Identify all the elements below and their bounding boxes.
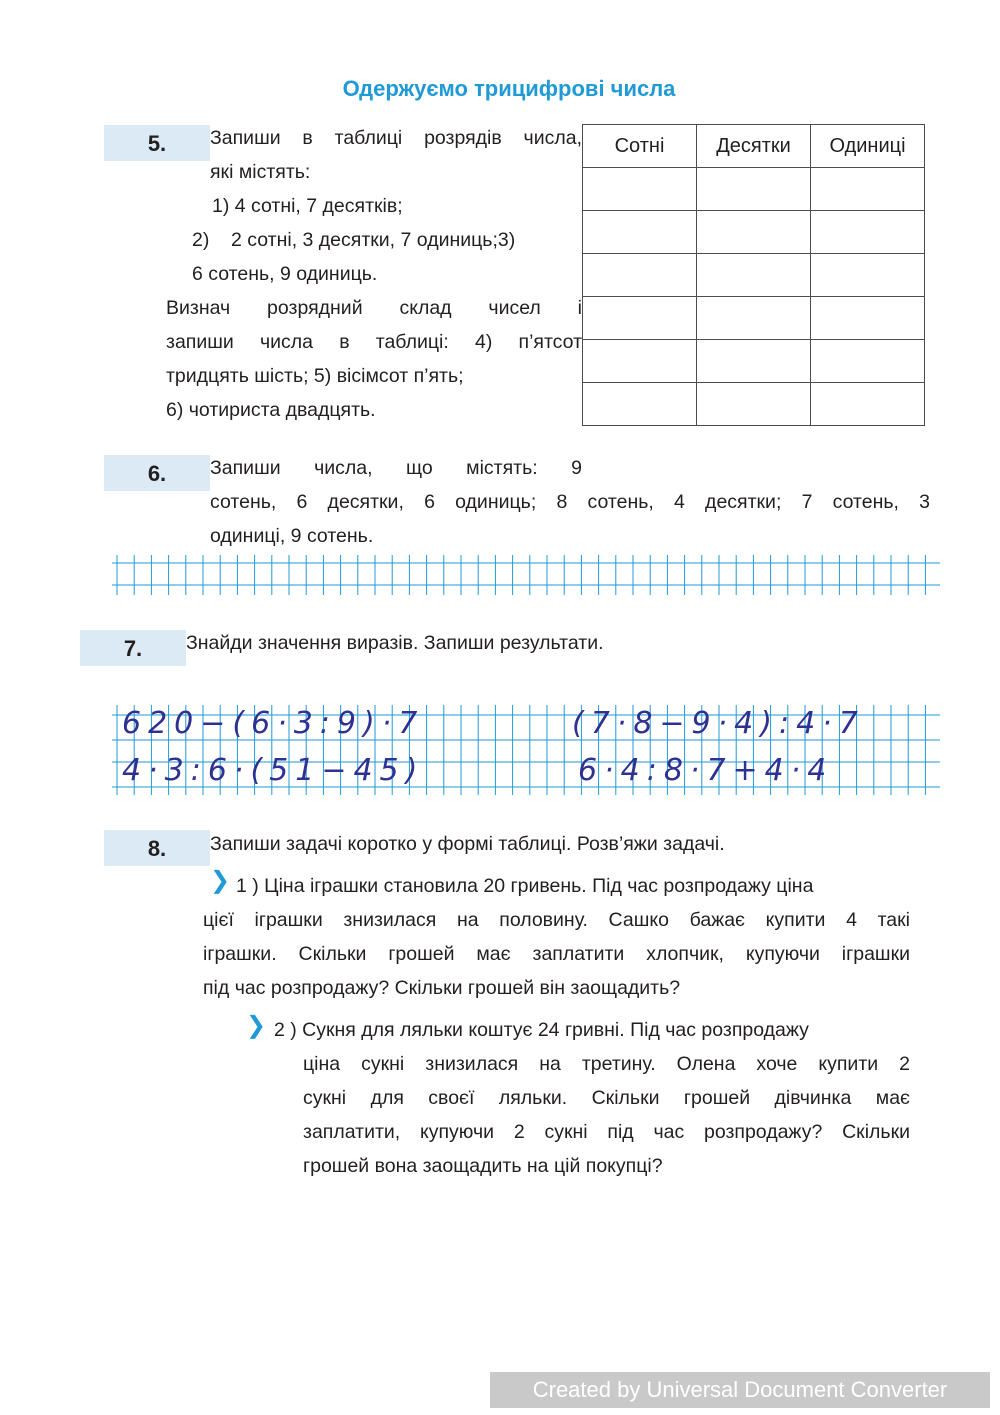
table-cell[interactable] [811,168,925,211]
table-cell[interactable] [583,383,697,426]
task8-p2-line1: 2 ) Сукня для ляльки коштує 24 гривні. Під час розпродажу [274,1019,809,1041]
header-tens: Десятки [697,125,811,168]
task8-p2-line2: ціна сукні знизилася на третину. Олена хоче купити 2 [303,1053,910,1075]
answer-grid-strip[interactable] [112,555,940,595]
expression-4: 6·4:8·7+4·4 [578,753,834,788]
task6-line3: одиниці, 9 сотень. [210,525,374,547]
table-cell[interactable] [583,254,697,297]
expression-3: 4·3:6·(51−45) [122,753,425,788]
task5-para1: Визнач розрядний склад чисел і [166,297,582,319]
header-hundreds: Сотні [583,125,697,168]
task8-p2-line5: грошей вона заощадить на цій покупці? [303,1155,663,1177]
task8-p1-line4: під час розпродажу? Скільки грошей він заощадить? [203,977,681,999]
table-cell[interactable] [697,297,811,340]
task5-para3: тридцять шість; 5) вісімсот п’ять; [166,365,464,387]
table-row [583,254,925,297]
task5-item1: 1) 4 сотні, 7 десятків; [212,195,403,217]
header-units: Одиниці [811,125,925,168]
task8-p1-line3: іграшки. Скільки грошей має заплатити хлопчик, купуючи іграшки [203,943,910,965]
task5-item3: 6 сотень, 9 одиниць. [192,263,378,285]
table-row [583,340,925,383]
task-number-6: 6. [104,455,210,491]
task5-item2: 2) 2 сотні, 3 десятки, 7 одиниць;3) [192,229,516,251]
table-cell[interactable] [697,168,811,211]
table-header-row [583,125,925,168]
task7-text: Знайди значення виразів. Запиши результати. [186,632,604,654]
table-cell[interactable] [583,297,697,340]
watermark: Created by Universal Document Converter [490,1372,990,1408]
task8-text: Запиши задачі коротко у формі таблиці. Розв’яжи задачі. [210,833,725,855]
task-number-8: 8. [104,830,210,866]
table-row [583,383,925,426]
expression-2: (7·8−9·4):4·7 [572,706,865,741]
table-cell[interactable] [697,340,811,383]
task8-p1-line1: 1 ) Ціна іграшки становила 20 гривень. Під час розпродажу ціна [236,875,814,897]
chevron-right-icon: ❯ [210,867,231,894]
task8-p2-line3: сукні для своєї ляльки. Скільки грошей дівчинка має [303,1087,910,1109]
task5-para2: запиши числа в таблиці: 4) п’ятсот [166,331,582,353]
table-cell[interactable] [583,340,697,383]
task8-p1-line2: цієї іграшки знизилася на половину. Сашко бажає купити 4 такі [203,909,910,931]
table-row [583,211,925,254]
table-cell[interactable] [697,383,811,426]
table-row [583,168,925,211]
page-title: Одержуємо трицифрові числа [342,76,676,101]
task6-line2: сотень, 6 десятки, 6 одиниць; 8 сотень, 4 десятки; 7 сотень, 3 [210,491,930,513]
chevron-right-icon: ❯ [246,1012,267,1039]
task8-p2-line4: заплатити, купуючи 2 сукні під час розпродажу? Скільки [303,1121,910,1143]
table-cell[interactable] [811,383,925,426]
table-cell[interactable] [697,254,811,297]
task5-para4: 6) чотириста двадцять. [166,399,376,421]
table-cell[interactable] [583,211,697,254]
table-cell[interactable] [811,254,925,297]
table-cell[interactable] [697,211,811,254]
table-cell[interactable] [583,168,697,211]
task6-line1: Запиши числа, що містять: 9 [210,457,582,479]
task-number-5: 5. [104,125,210,161]
task-number-7: 7. [80,630,186,666]
table-row [583,297,925,340]
table-cell[interactable] [811,211,925,254]
table-cell[interactable] [811,297,925,340]
task5-line2: які містять: [210,161,311,183]
task5-line1: Запиши в таблиці розрядів числа, [210,127,582,149]
expression-1: 620−(6·3:9)·7 [122,706,425,741]
place-value-table [582,124,925,426]
table-cell[interactable] [811,340,925,383]
